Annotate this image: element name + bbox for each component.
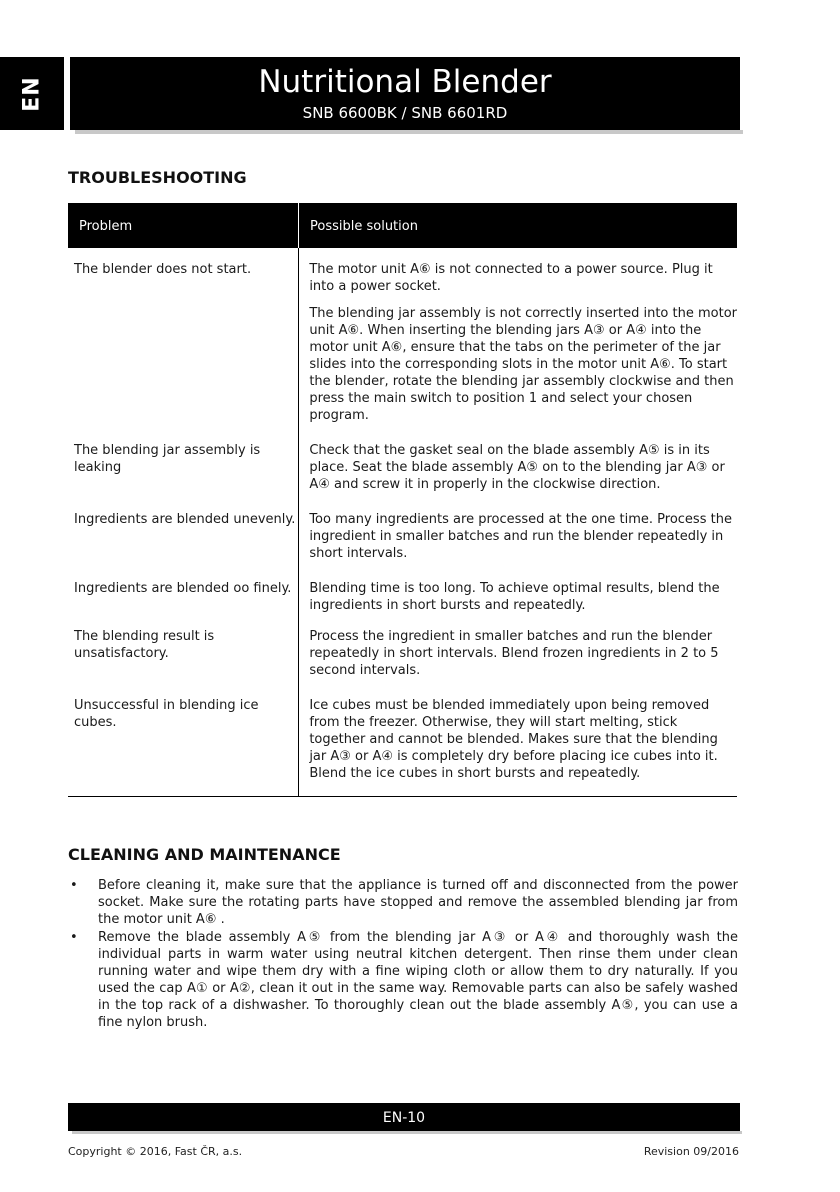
problem-cell: Unsuccessful in blending ice cubes. [74, 698, 259, 730]
solution-text: Too many ingredients are processed at the one time. Process the ingredient in smaller batches and run the blender repeatedly in short intervals. [309, 512, 732, 561]
solution-text: Blending time is too long. To achieve optimal results, blend the ingredients in short bursts and repeatedly. [309, 581, 720, 613]
table-bottom-rule [68, 796, 737, 797]
model-numbers: SNB 6600BK / SNB 6601RD [302, 104, 508, 122]
solution-text: The blending jar assembly is not correctly inserted into the motor unit A⑥. When inserting the blending jars A③ or A④ into the motor unit A⑥, ensure that the tabs on the perimeter of the jar slides into the corresponding slots in the motor unit A⑥. To start the blender, rotate the blending jar assembly clockwise and then press the main switch to position 1 and select your chosen program. [309, 306, 737, 423]
solution-cell [297, 261, 737, 434]
column-divider [298, 248, 299, 796]
table-row [68, 689, 737, 796]
column-header-solution: Possible solution [310, 219, 418, 234]
revision-text: Revision 09/2016 [643, 1145, 739, 1158]
problem-cell: The blending result is unsatisfactory. [74, 629, 215, 661]
product-title: Nutritional Blender [258, 64, 552, 100]
list-item-text: Before cleaning it, make sure that the appliance is turned off and disconnected from the power socket. Make sure the rotating parts have stopped and remove the assembled blending jar from the motor unit A⑥ . [98, 878, 738, 927]
solution-text: Process the ingredient in smaller batches and run the blender repeatedly in short intervals. Blend frozen ingredients in 2 to 5 second intervals. [309, 629, 719, 678]
troubleshooting-heading: TROUBLESHOOTING [68, 168, 247, 187]
list-item-text: Remove the blade assembly A⑤ from the blending jar A③ or A④ and thoroughly wash the individual parts in warm water using neutral kitchen detergent. Then rinse them under clean running water and wipe them dry with a fine wiping cloth or allow them to dry naturally. If you used the cap A① or A②, clean it out in the same way. Removable parts can also be safely washed in the top rack of a dishwasher. To thoroughly clean out the blade assembly A⑤, you can use a fine nylon brush. [98, 930, 738, 1030]
table-body [68, 248, 737, 796]
list-item [68, 929, 738, 1031]
table-row [68, 434, 737, 503]
problem-cell: Ingredients are blended oo finely. [74, 581, 292, 596]
solution-text: Ice cubes must be blended immediately upon being removed from the freezer. Otherwise, they will start melting, stick together and cannot be blended. Makes sure that the blending jar A③ or A④ is completely dry before placing ice cubes into it. Blend the ice cubes in short bursts and repeatedly. [309, 698, 718, 781]
bullet-icon: • [70, 930, 78, 945]
cleaning-heading: CLEANING AND MAINTENANCE [68, 845, 341, 864]
language-label: EN [19, 75, 45, 112]
bullet-icon: • [70, 878, 78, 893]
document-header [70, 57, 740, 130]
solution-cell [297, 697, 737, 782]
footer-bar [68, 1103, 740, 1131]
copyright-text: Copyright © 2016, Fast ČR, a.s. [68, 1145, 243, 1158]
problem-cell: Ingredients are blended unevenly. [74, 512, 296, 527]
solution-cell [297, 628, 737, 689]
solution-cell [297, 580, 737, 624]
cleaning-list [68, 877, 738, 1032]
solution-text: The motor unit A⑥ is not connected to a power source. Plug it into a power socket. [309, 262, 713, 294]
list-item [68, 877, 738, 928]
table-header [68, 203, 737, 248]
solution-text: Check that the gasket seal on the blade assembly A⑤ is in its place. Seat the blade assembly A⑤ on to the blending jar A③ or A④ and screw it in properly in the clockwise direction. [309, 443, 725, 492]
table-row [68, 503, 737, 572]
table-row [68, 248, 737, 434]
troubleshooting-table [68, 203, 737, 797]
footer-shadow [72, 1131, 742, 1134]
language-tab [0, 57, 64, 130]
solution-cell [297, 442, 737, 503]
table-row [68, 624, 737, 689]
column-header-problem: Problem [68, 203, 299, 248]
page-number: EN-10 [382, 1110, 426, 1126]
problem-cell: The blending jar assembly is leaking [74, 443, 261, 475]
table-row [68, 572, 737, 624]
problem-cell: The blender does not start. [74, 262, 252, 277]
solution-cell [297, 511, 737, 572]
header-shadow [75, 130, 743, 134]
